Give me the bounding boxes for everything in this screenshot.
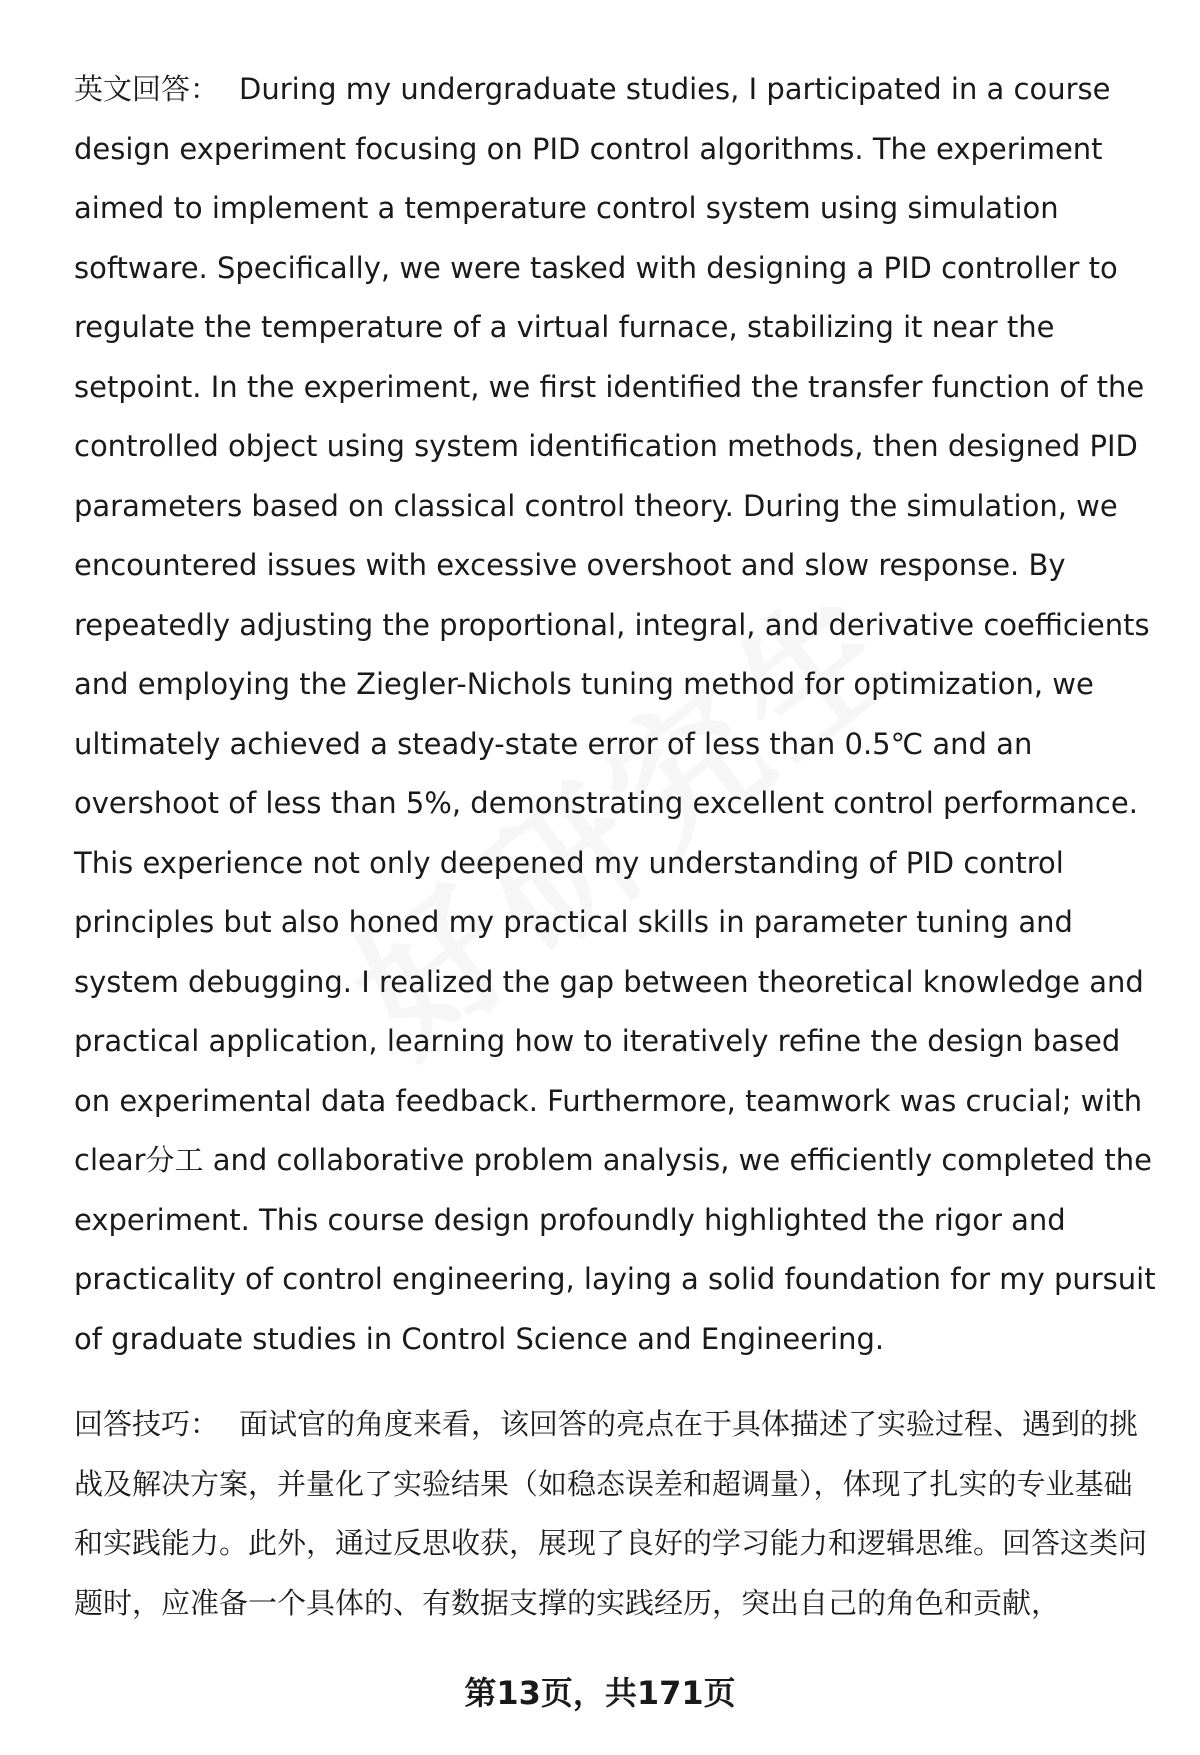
answer-tips-text: 面试官的角度来看，该回答的亮点在于具体描述了实验过程、遇到的挑战及解决方案，并量化了实验结果（如稳态误差和超调量），体现了扎实的专业基础和实践能力。此外，通过反思收获，展现了良好的学习能力和逻辑思维。回答这类问题时，应准备一个具体的、有数据支撑的实践经历，突出自己的角色和贡献，	[74, 1407, 1148, 1620]
english-answer-paragraph	[74, 60, 1164, 1369]
page-number-footer: 第13页，共171页	[464, 1674, 736, 1712]
answer-tips-label: 回答技巧：	[74, 1407, 220, 1441]
answer-tips-paragraph	[74, 1395, 1154, 1633]
english-answer-label: 英文回答：	[74, 72, 220, 106]
english-answer-text: During my undergraduate studies, I participated in a course design experiment focusing on PID control algorithms. The experiment aimed to implement a temperature control system using simulation software. Specifically, we were tasked with designing a PID controller to regulate the temperature of a virtual furnace, stabilizing it near the setpoint. In the experiment, we first identified the transfer function of the controlled object using system identification methods, then designed PID parameters based on classical control theory. During the simulation, we encountered issues with excessive overshoot and slow response. By repeatedly adjusting the proportional, integral, and derivative coefficients and employing the Ziegler-Nichols tuning method for optimization, we ultimately achieved a steady-state error of less than 0.5℃ and an overshoot of less than 5%, demonstrating excellent control performance. This experience not only deepened my understanding of PID control principles but also honed my practical skills in parameter tuning and system debugging. I realized the gap between theoretical knowledge and practical application, learning how to iteratively refine the design based on experimental data feedback. Furthermore, teamwork was crucial; with clear分工 and collaborative problem analysis, we efficiently completed the experiment. This course design profoundly highlighted the rigor and practicality of control engineering, laying a solid foundation for my pursuit of graduate studies in Control Science and Engineering.	[74, 72, 1156, 1356]
